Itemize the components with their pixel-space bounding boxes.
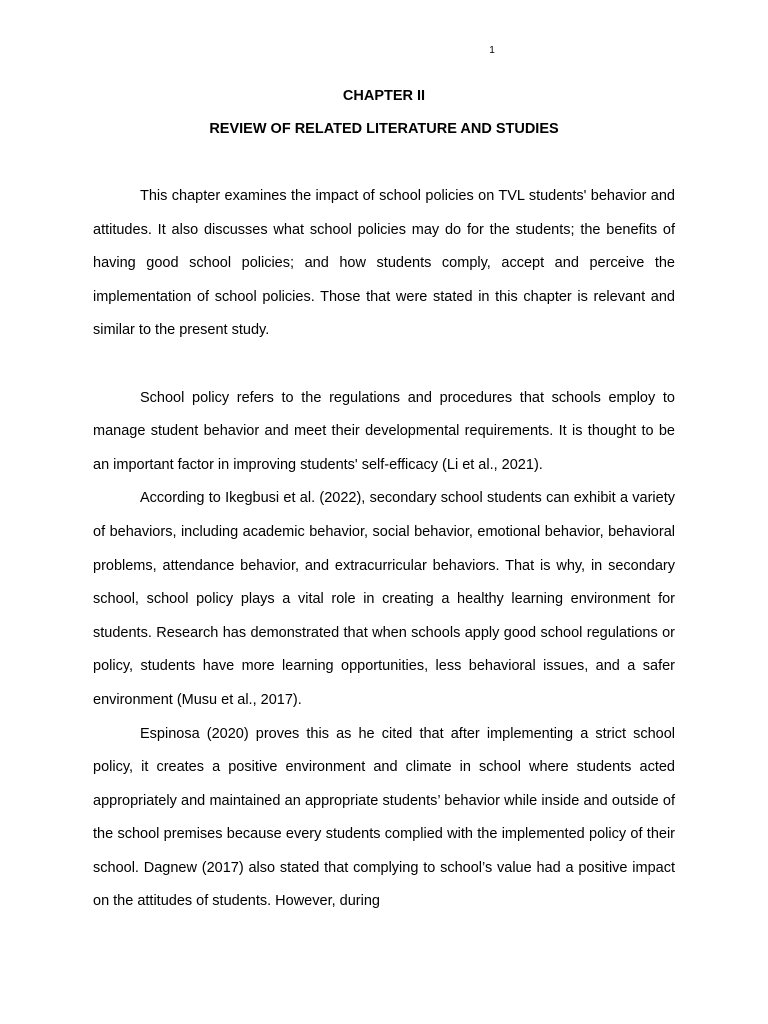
chapter-heading: CHAPTER II [342,88,426,104]
paragraph-spacer [93,348,675,382]
body-text [93,180,675,919]
chapter-title: REVIEW OF RELATED LITERATURE AND STUDIES [209,121,559,137]
paragraph-ikegbusi: According to Ikegbusi et al. (2022), secondary school students can exhibit a variety of behaviors, including academic behavior, social behavior, emotional behavior, behavioral problems, attendance behavior, and extracurricular behaviors. That is why, in secondary school, school policy plays a vital role in creating a healthy learning environment for students. Research has demonstrated that when schools apply good school regulations or policy, students have more learning opportunities, less behavioral issues, and a safer environment (Musu et al., 2017). [93,490,675,708]
page-number: 1 [489,45,495,56]
paragraph-intro: This chapter examines the impact of school policies on TVL students' behavior and attitudes. It also discusses what school policies may do for the students; the benefits of having good school policies; and how students comply, accept and perceive the implementation of school policies. Those that were stated in this chapter is relevant and similar to the present study. [93,188,675,339]
paragraph-school-policy: School policy refers to the regulations and procedures that schools employ to manage student behavior and meet their developmental requirements. It is thought to be an important factor in improving students' self-efficacy (Li et al., 2021). [93,389,675,473]
paragraph-espinosa: Espinosa (2020) proves this as he cited that after implementing a strict school policy, it creates a positive environment and climate in school where students acted appropriately and maintained an appropriate students’ behavior while inside and outside of the school premises because every students complied with the implemented policy of their school. Dagnew (2017) also stated that complying to school’s value had a positive impact on the attitudes of students. However, during [93,725,675,910]
